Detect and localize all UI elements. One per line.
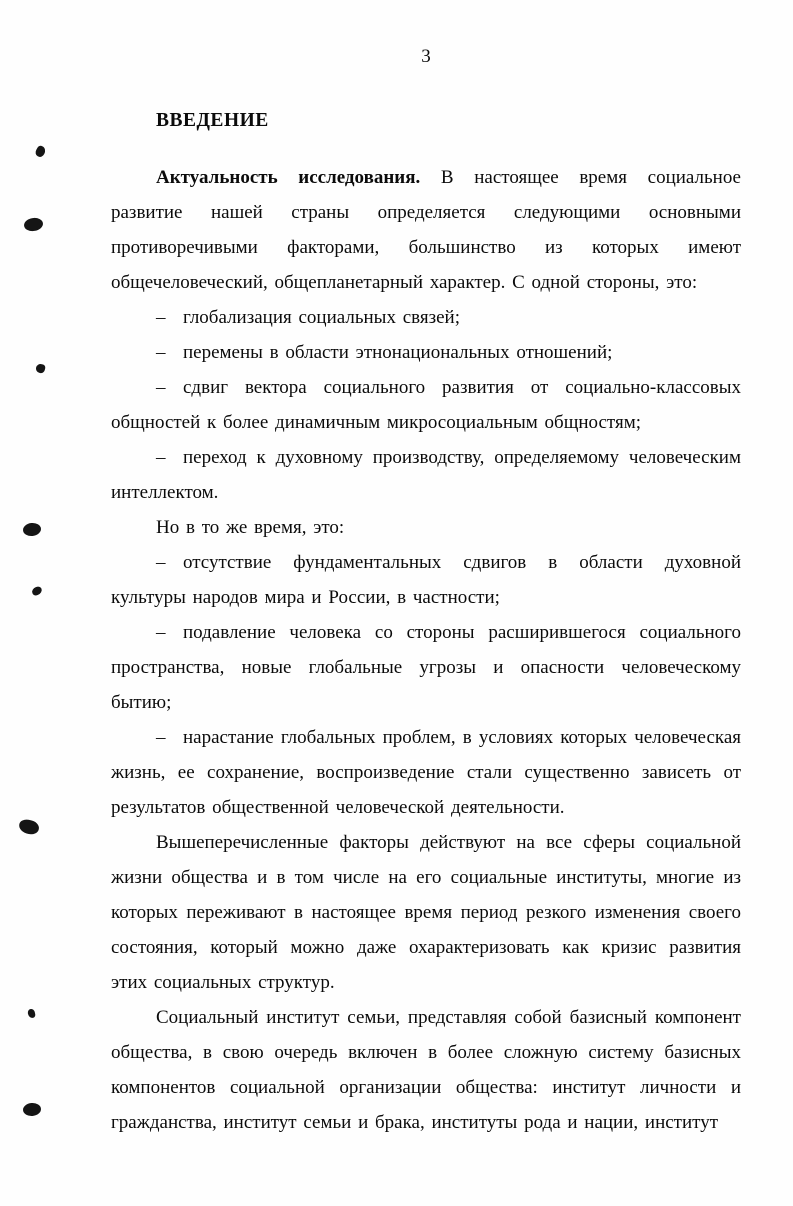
scan-artifact bbox=[22, 1102, 41, 1117]
bullet-text: переход к духовному производству, определяемому человеческим интеллектом. bbox=[111, 447, 741, 503]
scan-artifact bbox=[23, 217, 44, 233]
bullet-text: отсутствие фундаментальных сдвигов в области духовной культуры народов мира и России, в частности; bbox=[111, 552, 741, 608]
bullet-marker: – bbox=[156, 622, 166, 643]
bullet-text: подавление человека со стороны расширившегося социального пространства, новые глобальные угрозы и опасности человеческому бытию; bbox=[111, 622, 741, 713]
bullet-item bbox=[111, 545, 741, 615]
bullet-marker: – bbox=[156, 447, 166, 468]
bullet-marker: – bbox=[156, 727, 166, 748]
scan-artifact bbox=[35, 363, 46, 374]
paragraph-text: Но в то же время, это: bbox=[156, 517, 345, 538]
text-column bbox=[111, 0, 741, 1140]
bullet-marker: – bbox=[156, 307, 166, 328]
bullet-item bbox=[111, 300, 741, 335]
bullet-text: глобализация социальных связей; bbox=[183, 307, 460, 328]
bullet-marker: – bbox=[156, 552, 166, 573]
bullet-marker: – bbox=[156, 377, 166, 398]
scan-artifact bbox=[34, 145, 47, 159]
scan-artifact bbox=[27, 1008, 36, 1018]
bullet-item bbox=[111, 335, 741, 370]
paragraph bbox=[111, 1000, 741, 1140]
page-title: ВВЕДЕНИЕ bbox=[156, 110, 269, 131]
bullet-text: перемены в области этнонациональных отношений; bbox=[183, 342, 613, 363]
bullet-item bbox=[111, 440, 741, 510]
paragraph-text: Вышеперечисленные факторы действуют на все сферы социальной жизни общества и в том числе на его социальные институты, многие из которых переживают в настоящее время период резкого изменения своего состояния, который можно даже охарактеризовать как кризис развития этих социальных структур. bbox=[111, 832, 741, 993]
bullet-text: сдвиг вектора социального развития от социально-классовых общностей к более динамичным микросоциальным общностям; bbox=[111, 377, 741, 433]
page-number: 3 bbox=[421, 46, 431, 67]
paragraph bbox=[111, 160, 741, 300]
paragraph-lead-bold: Актуальность исследования. bbox=[156, 167, 421, 188]
scan-artifact bbox=[22, 522, 41, 537]
paragraph bbox=[111, 510, 741, 545]
paragraph-text: В настоящее время социальное развитие нашей страны определяется следующими основными противоречивыми факторами, большинство из которых имеют общечеловеческий, общепланетарный характер. С одной стороны, это: bbox=[111, 167, 741, 293]
scan-artifact bbox=[18, 818, 40, 835]
bullet-marker: – bbox=[156, 342, 166, 363]
bullet-item bbox=[111, 720, 741, 825]
bullet-item bbox=[111, 370, 741, 440]
paragraph bbox=[111, 825, 741, 1000]
bullet-item bbox=[111, 615, 741, 720]
paragraph-text: Социальный институт семьи, представляя собой базисный компонент общества, в свою очередь включен в более сложную систему базисных компонентов социальной организации общества: институт личности и гражданства, институт семьи и брака, институты рода и нации, институт bbox=[111, 1007, 741, 1133]
scan-artifact bbox=[31, 586, 43, 597]
bullet-text: нарастание глобальных проблем, в условиях которых человеческая жизнь, ее сохранение, воспроизведение стали существенно зависеть от результатов общественной человеческой деятельности. bbox=[111, 727, 741, 818]
